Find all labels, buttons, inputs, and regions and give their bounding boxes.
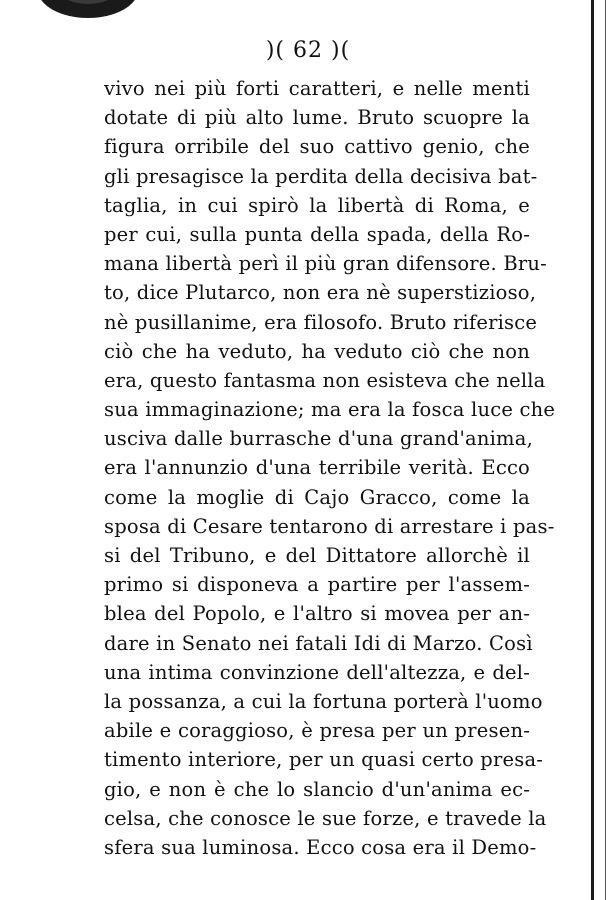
text-line: gli presagisce la perdita della decisiva bat- bbox=[104, 164, 538, 188]
text-line: la possanza, a cui la fortuna porterà l'uomo bbox=[104, 689, 543, 713]
page-number: )( 62 )( bbox=[265, 38, 351, 63]
text-line: celsa, che conosce le sue forze, e travede la bbox=[104, 806, 547, 830]
text-line: era, questo fantasma non esisteva che nella bbox=[104, 368, 546, 392]
text-line: sfera sua luminosa. Ecco cosa era il Demo- bbox=[104, 835, 537, 859]
text-line: sposa di Cesare tentarono di arrestare i pas- bbox=[104, 514, 555, 538]
text-line: gio, e non è che lo slancio d'un'anima ec- bbox=[104, 777, 530, 801]
text-line: vivo nei più forti caratteri, e nelle menti bbox=[104, 77, 530, 100]
body-text bbox=[104, 74, 556, 862]
text-line: mana libertà perì il più gran difensore. Bru- bbox=[104, 252, 547, 276]
page-edge-line bbox=[605, 0, 606, 900]
text-line: dare in Senato nei fatali Idi di Marzo. Così bbox=[104, 631, 533, 655]
text-line: blea del Popolo, e l'altro si movea per an- bbox=[104, 602, 530, 626]
text-line: ciò che ha veduto, ha veduto ciò che non bbox=[104, 339, 530, 363]
text-line: per cui, sulla punta della spada, della Ro- bbox=[104, 222, 530, 246]
text-line: nè pusillanime, era filosofo. Bruto riferisce bbox=[104, 310, 538, 334]
text-line: come la moglie di Cajo Gracco, come la bbox=[104, 485, 530, 509]
text-line: figura orribile del suo cattivo genio, che bbox=[104, 135, 530, 159]
text-line: una intima convinzione dell'altezza, e del- bbox=[104, 660, 530, 684]
text-line: taglia, in cui spirò la libertà di Roma, e bbox=[104, 193, 530, 217]
text-line: timento interiore, per un quasi certo presa- bbox=[104, 748, 544, 772]
text-line: to, dice Plutarco, non era nè superstizioso, bbox=[104, 281, 537, 305]
text-line: primo si disponeva a partire per l'assem- bbox=[104, 573, 530, 597]
page-edge-shadow bbox=[591, 0, 594, 900]
text-line: usciva dalle burrasche d'una grand'anima, bbox=[104, 427, 533, 451]
text-line: abile e coraggioso, è presa per un presen- bbox=[104, 719, 530, 743]
text-line: dotate di più alto lume. Bruto scuopre la bbox=[104, 106, 530, 130]
text-line: era l'annunzio d'una terribile verità. Ecco bbox=[104, 456, 530, 480]
text-line: si del Tribuno, e del Dittatore allorchè il bbox=[104, 544, 530, 567]
text-line: sua immaginazione; ma era la fosca luce che bbox=[104, 398, 556, 422]
